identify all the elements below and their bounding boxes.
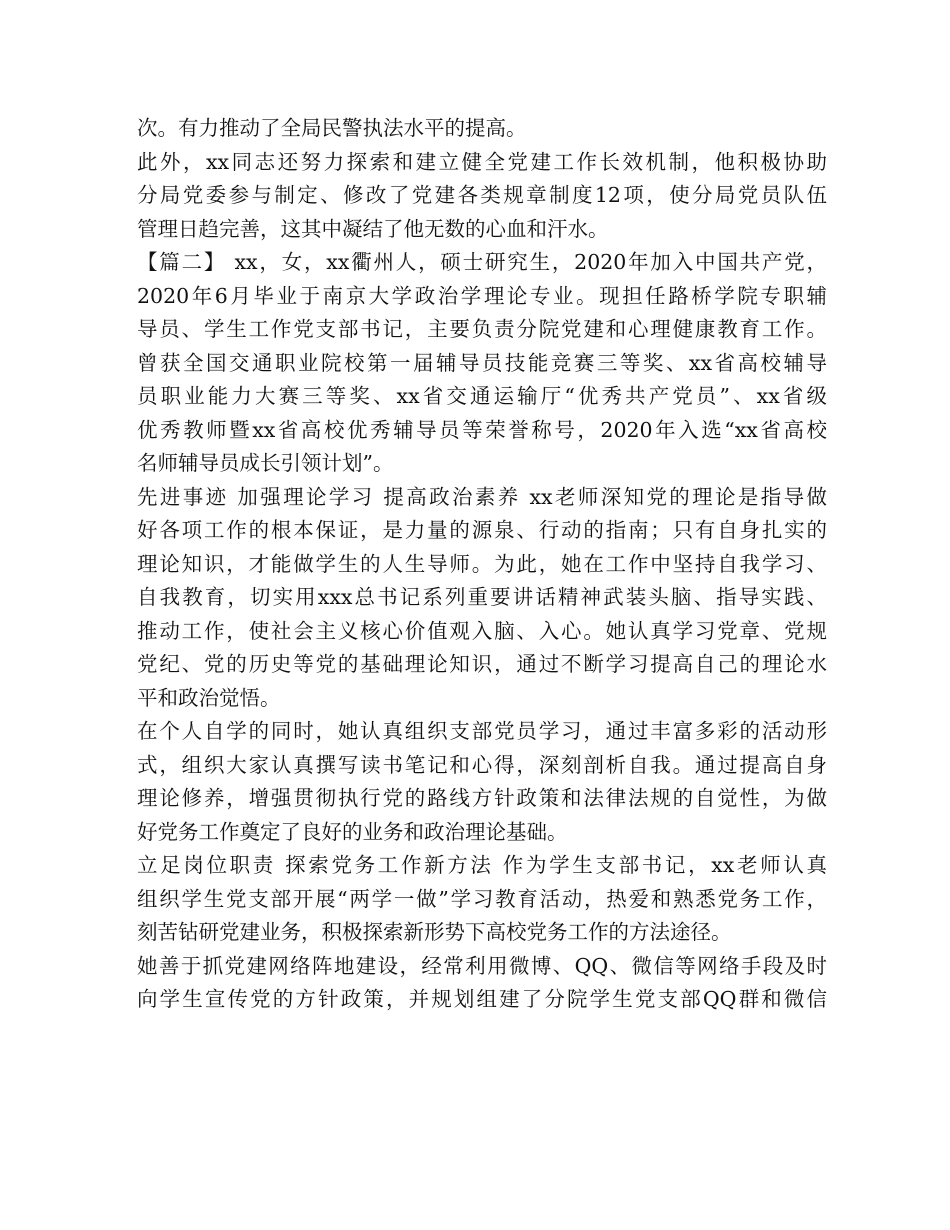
text-line: 导员、学生工作党支部书记，主要负责分院党建和心理健康教育工作。 (137, 317, 827, 341)
text-line: 管理日趋完善，这其中凝结了他无数的心血和汗水。 (137, 216, 609, 241)
text-line: 好各项工作的根本保证，是力量的源泉、行动的指南；只有自身扎实的 (137, 518, 827, 542)
text-line: 平和政治觉悟。 (137, 685, 281, 710)
text-line: 此外，xx同志还努力探索和建立健全党建工作长效机制，他积极协助 (137, 149, 827, 174)
text-line: 好党务工作奠定了良好的业务和政治理论基础。 (137, 819, 568, 844)
text-line: 次。有力推动了全局民警执法水平的提高。 (137, 116, 527, 140)
text-line: 理论修养，增强贯彻执行党的路线方针政策和法律法规的自觉性，为做 (137, 786, 827, 810)
text-line: 曾获全国交通职业院校第一届辅导员技能竞赛三等奖、xx省高校辅导 (137, 350, 827, 375)
text-line: 立足岗位职责 探索党务工作新方法 作为学生支部书记，xx老师认真 (137, 853, 827, 877)
text-line: 组织学生党支部开展“两学一做”学习教育活动，热爱和熟悉党务工作， (137, 886, 827, 911)
text-line: 2020年6月毕业于南京大学政治学理论专业。现担任路桥学院专职辅 (137, 283, 827, 308)
text-line: 式，组织大家认真撰写读书笔记和心得，深刻剖析自我。通过提高自身 (137, 752, 827, 777)
text-line: 在个人自学的同时，她认真组织支部党员学习，通过丰富多彩的活动形 (137, 719, 827, 743)
text-line: 刻苦钻研党建业务，积极探索新形势下高校党务工作的方法途径。 (137, 920, 732, 944)
text-line: 先进事迹 加强理论学习 提高政治素养 xx老师深知党的理论是指导做 (137, 484, 827, 509)
text-line: 推动工作，使社会主义核心价值观入脑、入心。她认真学习党章、党规 (137, 618, 827, 643)
text-line: 理论知识，才能做学生的人生导师。为此，她在工作中坚持自我学习、 (137, 551, 827, 576)
text-line: 优秀教师暨xx省高校优秀辅导员等荣誉称号，2020年入选“xx省高校 (137, 417, 827, 442)
text-line: 名师辅导员成长引领计划”。 (137, 451, 394, 475)
document-body (137, 112, 827, 1017)
text-line: 员职业能力大赛三等奖、xx省交通运输厅“优秀共产党员”、xx省级 (137, 384, 827, 408)
text-line: 自我教育，切实用xxx总书记系列重要讲话精神武装头脑、指导实践、 (137, 585, 827, 609)
text-line: 党纪、党的历史等党的基础理论知识，通过不断学习提高自己的理论水 (137, 652, 827, 676)
text-line: 向学生宣传党的方针政策，并规划组建了分院学生党支部QQ群和微信 (137, 987, 827, 1011)
text-line: 【篇二】 xx，女，xx衢州人，硕士研究生，2020年加入中国共产党， (137, 250, 827, 274)
text-line: 她善于抓党建网络阵地建设，经常利用微博、QQ、微信等网络手段及时 (137, 953, 827, 978)
text-line: 分局党委参与制定、修改了党建各类规章制度12项，使分局党员队伍 (137, 183, 827, 207)
